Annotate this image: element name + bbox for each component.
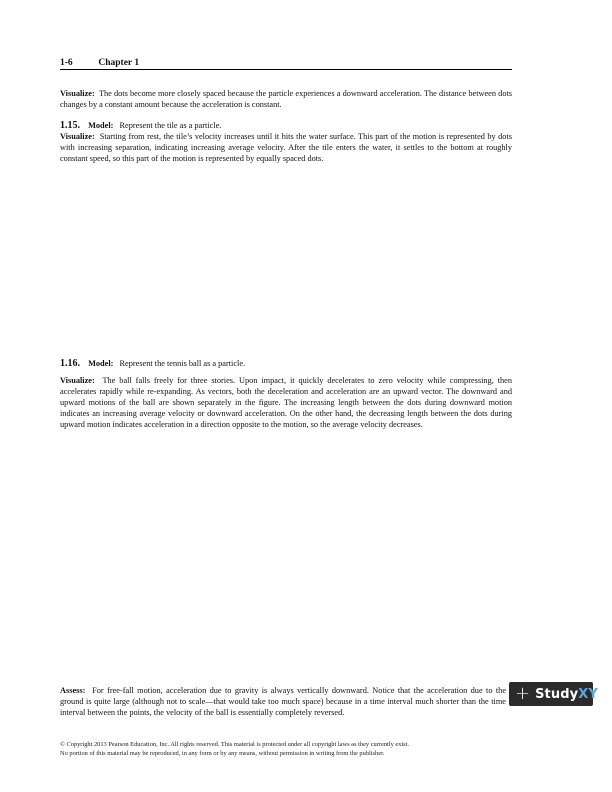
copyright-footer [60, 741, 520, 758]
problem-16-visualize-text: The ball falls freely for three stories. Upon impact, it quickly decelerates to zero velocity while compressing, then accelerates rapidly while re-expanding. As vectors, both the deceleration and acceleration are an upward vector. The downward and upward motions of the ball are shown separately in the figure. The increasing length between the dots during downward motion indicates an increasing average velocity or downward acceleration. On the other hand, the decreasing length between the dots during upward motion indicates acceleration in a direction opposite to the motion, so the average velocity decreases. [60, 376, 513, 429]
problem-16-heading [60, 358, 245, 369]
problem-16-model-label: Model: [88, 359, 114, 368]
brand-word-study: Study [535, 686, 579, 702]
problem-15-visualize [60, 131, 512, 164]
studyxy-badge[interactable] [509, 682, 598, 706]
problem-15-visualize-label: Visualize: [60, 132, 95, 141]
intro-visualize-label: Visualize: [60, 89, 95, 98]
problem-16-assess-label: Assess: [60, 686, 86, 695]
studyxy-logo-text [535, 687, 598, 702]
problem-16-model-text: Represent the tennis ball as a particle. [119, 359, 246, 368]
problem-15-heading [60, 120, 221, 131]
problem-15-visualize-text: Starting from rest, the tile’s velocity increases until it hits the water surface. This part of the motion is represented by dots with increasing separation, indicating increasing average velocity. After the tile enters the water, it settles to the bottom at roughly constant speed, so this part of the motion is represented by equally spaced dots. [60, 132, 512, 163]
problem-15-number: 1.15. [60, 120, 80, 131]
problem-16-assess [60, 685, 506, 718]
problem-16-number: 1.16. [60, 358, 80, 369]
brand-word-xy: XY [578, 686, 598, 702]
problem-16-assess-text: For free-fall motion, acceleration due to gravity is always vertically downward. Notice that the acceleration due to the ground is quite large (although not to scale—that would take too much space) because in a time interval much shorter than the time interval between the points, the velocity of the ball is essentially completely reversed. [60, 686, 506, 717]
problem-15-model-text: Represent the tile as a particle. [119, 121, 222, 130]
running-head [60, 58, 512, 70]
plus-icon: + [515, 683, 531, 704]
page-number: 1-6 [60, 58, 73, 68]
problem-16-visualize-label: Visualize: [60, 376, 95, 385]
problem-16-visualize [60, 375, 512, 430]
intro-paragraph [60, 88, 512, 110]
copyright-line-1: © Copyright 2013 Pearson Education, Inc. All rights reserved. This material is protected under all copyright laws as they currently exist. [60, 741, 410, 748]
chapter-title: Chapter 1 [98, 58, 140, 68]
intro-visualize-text: The dots become more closely spaced because the particle experiences a downward acceleration. The distance between dots changes by a constant amount because the acceleration is constant. [60, 89, 513, 109]
copyright-line-2: No portion of this material may be reproduced, in any form or by any means, without permission in writing from the publisher. [60, 749, 385, 757]
problem-15-model-label: Model: [88, 121, 114, 130]
